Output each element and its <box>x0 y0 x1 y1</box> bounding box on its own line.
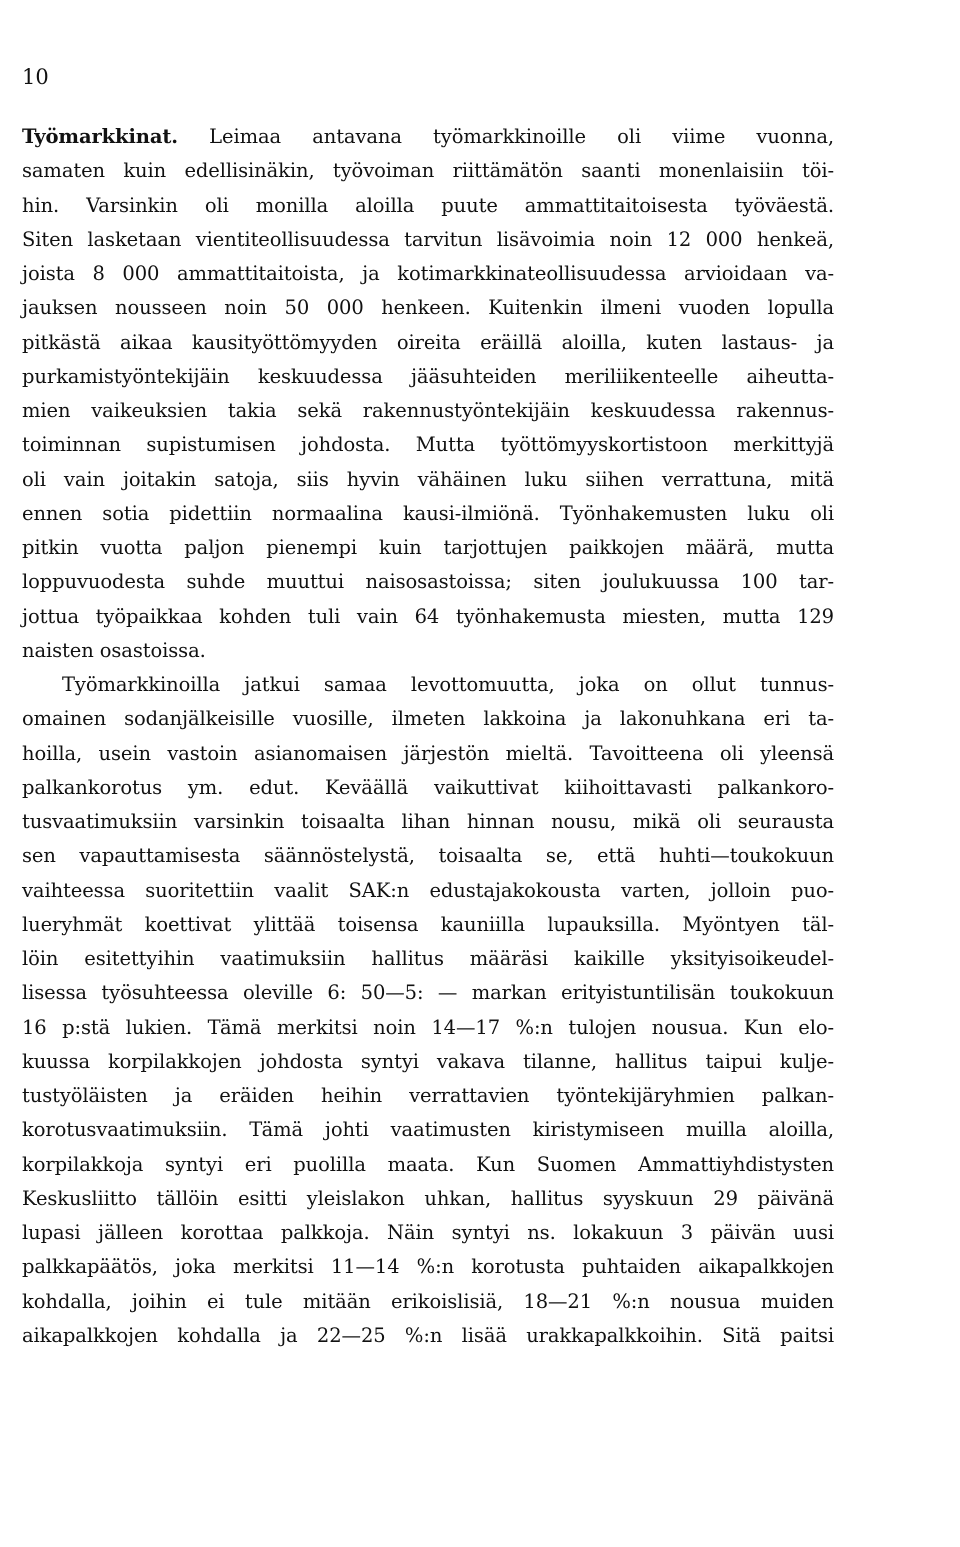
text-line <box>22 120 834 154</box>
text-line: lupasi jälleen korottaa palkkoja. Näin syntyi ns. lokakuun 3 päivän uusi <box>22 1221 834 1244</box>
section-heading: Työmarkkinat. <box>22 125 178 148</box>
text-line: sen vapauttamisesta säännöstelystä, toisaalta se, että huhti—toukokuun <box>22 844 834 868</box>
text-line: korpilakkoja syntyi eri puolilla maata. Kun Suomen Ammattiyhdistysten <box>22 1152 834 1176</box>
text-line: korotusvaatimuksiin. Tämä johti vaatimusten kiristymiseen muilla aloilla, <box>22 1118 834 1142</box>
text-line: Työmarkkinoilla jatkui samaa levottomuutta, joka on ollut tunnus- <box>62 673 834 696</box>
text-line: mien vaikeuksien takia sekä rakennustyöntekijäin keskuudessa rakennus- <box>22 399 834 422</box>
text-line-content: Leimaa antavana työmarkkinoille oli viime vuonna, <box>178 125 834 148</box>
text-line: omainen sodanjälkeisille vuosille, ilmeten lakkoina ja lakonuhkana eri ta- <box>22 707 834 731</box>
text-line: hin. Varsinkin oli monilla aloilla puute ammattitaitoisesta työväestä. <box>22 193 834 217</box>
text-line: hoilla, usein vastoin asianomaisen järjestön mieltä. Tavoitteena oli yleensä <box>22 741 834 765</box>
text-line: joista 8 000 ammattitaitoista, ja kotimarkkinateollisuudessa arvioidaan va- <box>22 262 834 285</box>
text-line: jauksen nousseen noin 50 000 henkeen. Kuitenkin ilmeni vuoden lopulla <box>22 296 834 320</box>
text-line: kohdalla, joihin ei tule mitään erikoislisiä, 18—21 %:n nousua muiden <box>22 1289 834 1313</box>
body-text <box>22 120 834 1353</box>
text-line: Keskusliitto tällöin esitti yleislakon uhkan, hallitus syyskuun 29 päivänä <box>22 1186 834 1210</box>
text-line: Siten lasketaan vientiteollisuudessa tarvitun lisävoimia noin 12 000 henkeä, <box>22 227 834 251</box>
text-line: 16 p:stä lukien. Tämä merkitsi noin 14—17 %:n tulojen nousua. Kun elo- <box>22 1015 834 1039</box>
text-line: palkkapäätös, joka merkitsi 11—14 %:n korotusta puhtaiden aikapalkkojen <box>22 1255 834 1279</box>
text-line: löin esitettyihin vaatimuksiin hallitus määräsi kaikille yksityisoikeudel- <box>22 947 834 970</box>
text-line: lueryhmät koettivat ylittää toisensa kauniilla lupauksilla. Myöntyen täl- <box>22 912 834 936</box>
text-line: kuussa korpilakkojen johdosta syntyi vakava tilanne, hallitus taipui kulje- <box>22 1049 834 1073</box>
text-line: oli vain joitakin satoja, siis hyvin vähäinen luku siihen verrattuna, mitä <box>22 467 834 491</box>
text-line: lisessa työsuhteessa oleville 6: 50—5: — markan erityistuntilisän toukokuun <box>22 981 834 1005</box>
text-line: aikapalkkojen kohdalla ja 22—25 %:n lisää urakkapalkkoihin. Sitä paitsi <box>22 1323 834 1347</box>
page-number: 10 <box>22 65 49 89</box>
text-line: pitkästä aikaa kausityöttömyyden oireita eräillä aloilla, kuten lastaus- ja <box>22 330 834 354</box>
text-line: jottua työpaikkaa kohden tuli vain 64 työnhakemusta miesten, mutta 129 <box>22 604 834 628</box>
text-line: vaihteessa suoritettiin vaalit SAK:n edustajakokousta varten, jolloin puo- <box>22 878 834 902</box>
text-line: naisten osastoissa. <box>22 638 206 662</box>
text-line: samaten kuin edellisinäkin, työvoiman riittämätön saanti monenlaisiin töi- <box>22 159 834 183</box>
text-line: ennen sotia pidettiin normaalina kausi-ilmiönä. Työnhakemusten luku oli <box>22 501 834 525</box>
text-line: palkankorotus ym. edut. Keväällä vaikuttivat kiihoittavasti palkankoro- <box>22 775 834 799</box>
text-line: purkamistyöntekijäin keskuudessa jääsuhteiden meriliikenteelle aiheutta- <box>22 364 834 388</box>
text-line: tustyöläisten ja eräiden heihin verrattavien työntekijäryhmien palkan- <box>22 1084 834 1107</box>
text-line: pitkin vuotta paljon pienempi kuin tarjottujen paikkojen määrä, mutta <box>22 536 834 559</box>
text-line: toiminnan supistumisen johdosta. Mutta työttömyyskortistoon merkittyjä <box>22 433 834 457</box>
text-line: loppuvuodesta suhde muuttui naisosastoissa; siten joulukuussa 100 tar- <box>22 570 834 594</box>
text-line: tusvaatimuksiin varsinkin toisaalta lihan hinnan nousu, mikä oli seurausta <box>22 810 834 833</box>
